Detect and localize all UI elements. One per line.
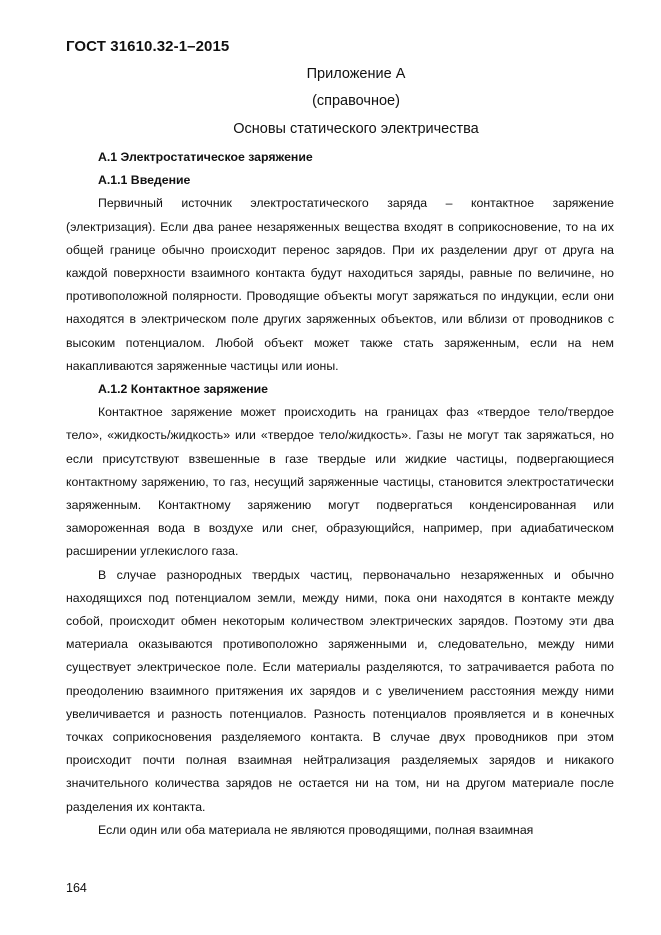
section-a12-title: А.1.2 Контактное заряжение: [98, 382, 269, 397]
document-code: ГОСТ 31610.32-1–2015: [66, 38, 230, 55]
appendix-label: Приложение А: [306, 66, 406, 82]
appendix-reference: (справочное): [312, 93, 400, 109]
page-number: 164: [66, 881, 87, 895]
section-a12-paragraph-1: Контактное заряжение может происходить на границах фаз «твердое тело/твердое тело», «жидкость/жидкость» или «твердое тело/жидкость». Газы не могут так заряжаться, но если присутствуют взвешенные в газе твердые или жидкие частицы, подвергающиеся контактному заряжению, то газ, несущий заряженные частицы, становится электростатически заряженным. Контактному заряжению могут подвергаться конденсированная или замороженная вода в воздухе или снег, образующийся, например, при адиабатическом расширении углекислого газа.: [66, 405, 614, 559]
appendix-title: Основы статического электричества: [233, 121, 479, 137]
section-a11-title: А.1.1 Введение: [98, 173, 191, 188]
section-a1-title: А.1 Электростатическое заряжение: [98, 150, 313, 164]
section-a12-paragraph-2: В случае разнородных твердых частиц, первоначально незаряженных и обычно находящихся под потенциалом земли, между ними, пока они находятся в контакте между собой, происходит обмен некоторым количеством электрических зарядов. Поэтому эти два материала оказываются противоположно заряженными и, следовательно, между ними существует электрическое поле. Если материалы разделяются, то затрачивается работа по преодолению взаимного притяжения их зарядов и с увеличением расстояния между ними увеличивается и разность потенциалов. Разность потенциалов проявляется и в конечных точках соприкосновения разделяемого контакта. В случае двух проводников при этом происходит почти полная взаимная нейтрализация разделяемых зарядов и никакого значительного количества зарядов не остается ни на том, ни на другом материале после разделения их контакта.: [66, 567, 614, 814]
section-a12-paragraph-3: Если один или оба материала не являются проводящими, полная взаимная: [98, 822, 534, 837]
section-a11-paragraph-1: Первичный источник электростатического заряда – контактное заряжение (электризация). Если два ранее незаряженных вещества входят в соприкосновение, то на их общей границе обычно происходит перенос зарядов. При их разделении друг от друга на каждой поверхности взаимного контакта будут находиться заряды, равные по величине, но противоположной полярности. Проводящие объекты могут заряжаться по индукции, если они находятся в электрическом поле других заряженных объектов, или вблизи от проводников с высоким потенциалом. Любой объект может также стать заряженным, если на нем накапливаются заряженные частицы или ионы.: [66, 196, 614, 373]
body-text: [66, 146, 614, 842]
